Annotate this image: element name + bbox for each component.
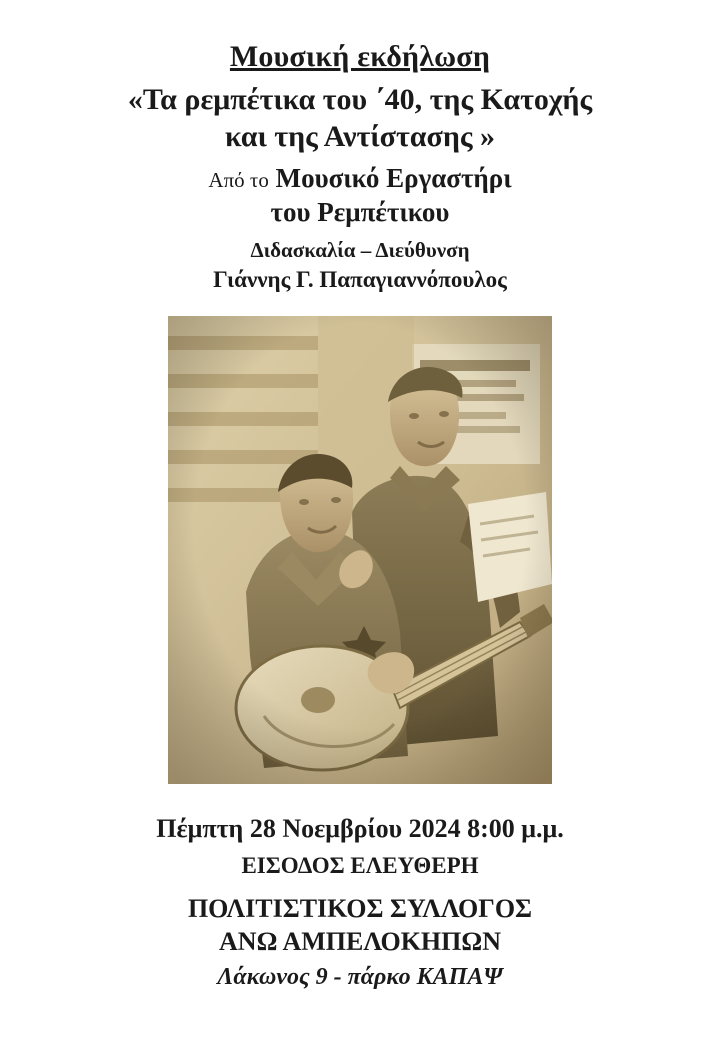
organization-line-1: ΠΟΛΙΤΙΣΤΙΚΟΣ ΣΥΛΛΟΓΟΣ <box>187 894 533 924</box>
organization-line-2: ΑΝΩ ΑΜΠΕΛΟΚΗΠΩΝ <box>219 926 501 956</box>
entry-info: ΕΙΣΟΔΟΣ ΕΛΕΥΘΕΡΗ <box>241 853 479 879</box>
poster-footer <box>30 812 690 993</box>
page-title: Μουσική εκδήλωση <box>229 40 491 73</box>
group-line-1 <box>30 161 690 195</box>
poster-photo <box>168 316 552 784</box>
photo-frame <box>168 316 552 784</box>
group-prefix: Από το <box>208 168 269 193</box>
venue-address: Λάκωνος 9 - πάρκο ΚΑΠΑΨ <box>217 964 503 991</box>
group-name-part-1: Μουσικό Εργαστήρι <box>275 163 512 194</box>
subtitle-line-1: «Τα ρεμπέτικα του ΄40, της Κατοχής <box>127 82 593 116</box>
group-line-2: του Ρεμπέτικου <box>270 197 450 228</box>
poster-header <box>30 40 690 294</box>
teaching-label: Διδασκαλία – Διεύθυνση <box>250 238 470 263</box>
event-datetime: Πέμπτη 28 Νοεμβρίου 2024 8:00 μ.μ. <box>156 814 564 844</box>
director-name: Γιάννης Γ. Παπαγιαννόπουλος <box>213 266 507 292</box>
subtitle-line-2: και της Αντίστασης » <box>224 119 496 153</box>
